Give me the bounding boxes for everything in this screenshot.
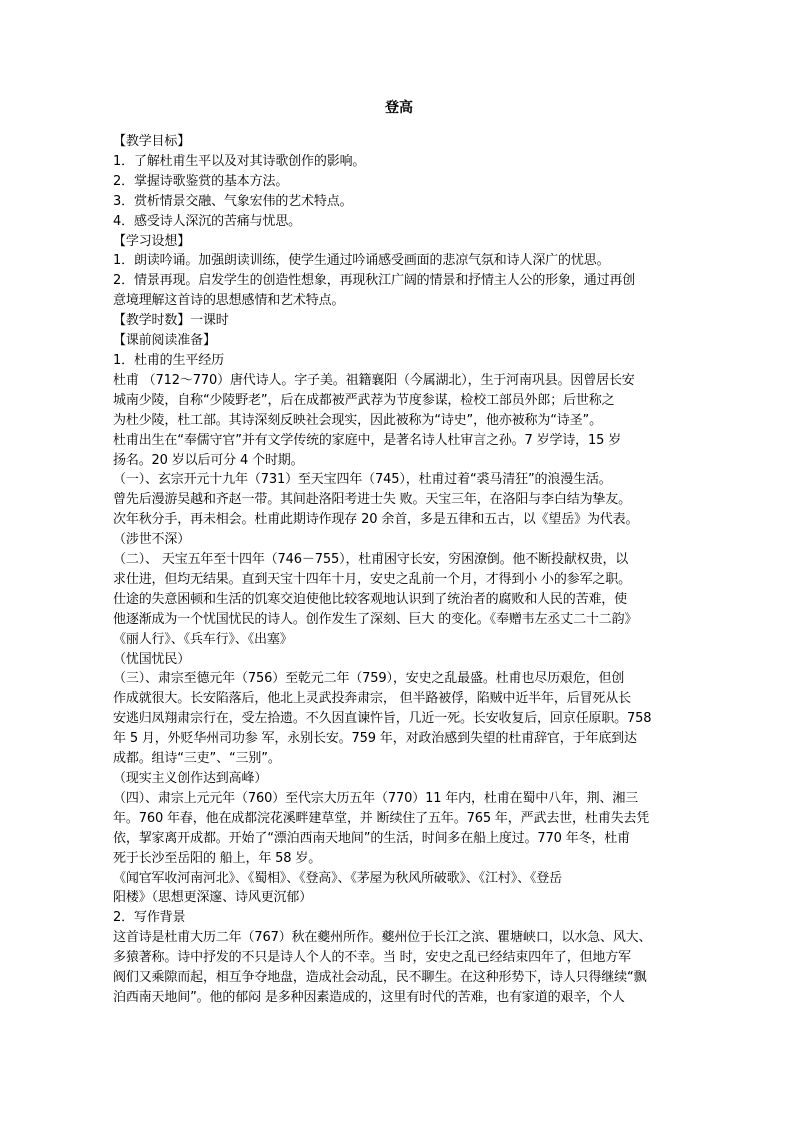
text-line: 杜甫 （712～770）唐代诗人。字子美。祖籍襄阳（今属湖北），生于河南巩县。因曾居长安: [113, 372, 635, 388]
text-line: 多猿著称。诗中抒发的不只是诗人个人的不幸。当 时，安史之乱已经结束四年了，但地方军: [113, 950, 631, 966]
text-line: （一）、玄宗开元十九年（731）至天宝四年（745），杜甫过着“裘马清狂”的浪漫生活。: [113, 472, 612, 488]
text-line: 1．朗读吟诵。加强朗读训练，使学生通过吟诵感受画面的悲凉气氛和诗人深广的忧思。: [113, 253, 610, 269]
document-page: [113, 96, 685, 1008]
text-line: （二）、 天宝五年至十四年（746－755），杜甫困守长安，穷困潦倒。他不断投献权贵，以: [113, 552, 629, 568]
text-line: 依，挈家离开成都。开始了“漂泊西南天地间”的生活，时间多在船上度过。770 年冬，杜甫: [113, 830, 630, 846]
text-line: 【教学目标】: [113, 134, 191, 149]
text-line: 次年秋分手，再未相会。杜甫此期诗作现存 20 余首，多是五律和五古，以《望岳》为代表。: [113, 512, 639, 528]
text-line: 求仕进，但均无结果。直到天宝十四年十月，安史之乱前一个月，才得到小 小的参军之职。: [113, 571, 631, 587]
text-line: 年 5 月，外贬华州司功参 军，永别长安。759 年，对政治感到失望的杜甫辞官，于年底到达: [113, 731, 637, 747]
document-title: 登高: [385, 100, 413, 116]
text-line: 城南少陵，自称“少陵野老”，后在成都被严武荐为节度参谋，检校工部员外郎；后世称之: [113, 392, 615, 408]
text-line: 他逐渐成为一个忧国忧民的诗人。创作发生了深刻、巨大 的变化。《奉赠韦左丞丈二十二韵》: [113, 611, 638, 627]
text-line: （现实主义创作达到高峰）: [113, 771, 268, 786]
text-line: 为杜少陵，杜工部。其诗深刻反映社会现实，因此被称为“诗史”，他亦被称为“诗圣”。: [113, 412, 602, 428]
text-line: 《丽人行》、《兵车行》、《出塞》: [113, 631, 293, 647]
text-line: 2．情景再现。启发学生的创造性想象，再现秋江广阔的情景和抒情主人公的形象，通过再创: [113, 273, 636, 289]
text-line: 泊西南天地间”。他的郁闷 是多种因素造成的，这里有时代的苦难，也有家道的艰辛，个人: [113, 989, 625, 1005]
text-line: 安逃归凤翔肃宗行在，受左拾遗。不久因直谏忤旨，几近一死。长安收复后，回京任原职。758: [113, 711, 652, 727]
text-line: 《闻官军收河南河北》、《蜀相》、《登高》、《茅屋为秋风所破歌》、《江村》、《登岳: [113, 870, 563, 886]
text-line: 【学习设想】: [113, 233, 191, 249]
text-line: 【教学时数】一课时: [113, 313, 229, 329]
text-line: 意境理解这首诗的思想感情和艺术特点。: [113, 293, 345, 309]
text-line: 成都。组诗“三吏”、“三别”。: [113, 751, 281, 767]
text-line: 2．写作背景: [113, 910, 186, 926]
text-line: （三）、肃宗至德元年（756）至乾元二年（759），安史之乱最盛。杜甫也尽历艰危，但创: [113, 671, 625, 687]
text-line: 阳楼》（思想更深邃、诗风更沉郁）: [113, 890, 313, 906]
text-line: 2．掌握诗歌鉴赏的基本方法。: [113, 173, 289, 189]
text-line: 年。760 年春，他在成都浣花溪畔建草堂，并 断续住了五年。765 年，严武去世，杜甫失去凭: [113, 810, 650, 826]
text-line: 仕途的失意困顿和生活的饥寒交迫使他比较客观地认识到了统治者的腐败和人民的苦难，使: [113, 591, 628, 607]
text-line: 【课前阅读准备】: [113, 333, 216, 349]
text-line: 杜甫出生在“奉儒守官”并有文学传统的家庭中，是著名诗人杜审言之孙。7 岁学诗，15 岁: [113, 432, 622, 448]
text-line: 作成就很大。长安陷落后，他北上灵武投奔肃宗， 但半路被俘，陷贼中近半年，后冒死从长: [113, 691, 631, 707]
text-line: 这首诗是杜甫大历二年（767）秋在夔州所作。夔州位于长江之滨、瞿塘峡口，以水急、风大、: [113, 930, 652, 946]
document-body: [113, 132, 685, 1008]
text-line: （四）、肃宗上元元年（760）至代宗大历五年（770）11 年内，杜甫在蜀中八年，荆、湘三: [113, 790, 639, 806]
text-line: 扬名。20 岁以后可分 4 个时期。: [113, 452, 304, 468]
text-line: （忧国忧民）: [113, 651, 191, 667]
text-line: 1．了解杜甫生平以及对其诗歌创作的影响。: [113, 153, 366, 169]
text-line: 4．感受诗人深沉的苦痛与忧思。: [113, 213, 302, 229]
text-line: 曾先后漫游吴越和齐赵一带。其间赴洛阳考进士失 败。天宝三年，在洛阳与李白结为挚友。: [113, 492, 631, 508]
text-line: （涉世不深）: [113, 532, 191, 548]
text-line: 3．赏析情景交融、气象宏伟的艺术特点。: [113, 193, 353, 209]
text-line: 死于长沙至岳阳的 船上，年 58 岁。: [113, 850, 322, 866]
text-line: 阀们又乘隙而起，相互争夺地盘，造成社会动乱，民不聊生。在这种形势下，诗人只得继续“飘: [113, 970, 647, 986]
text-line: 1．杜甫的生平经历: [113, 352, 224, 368]
